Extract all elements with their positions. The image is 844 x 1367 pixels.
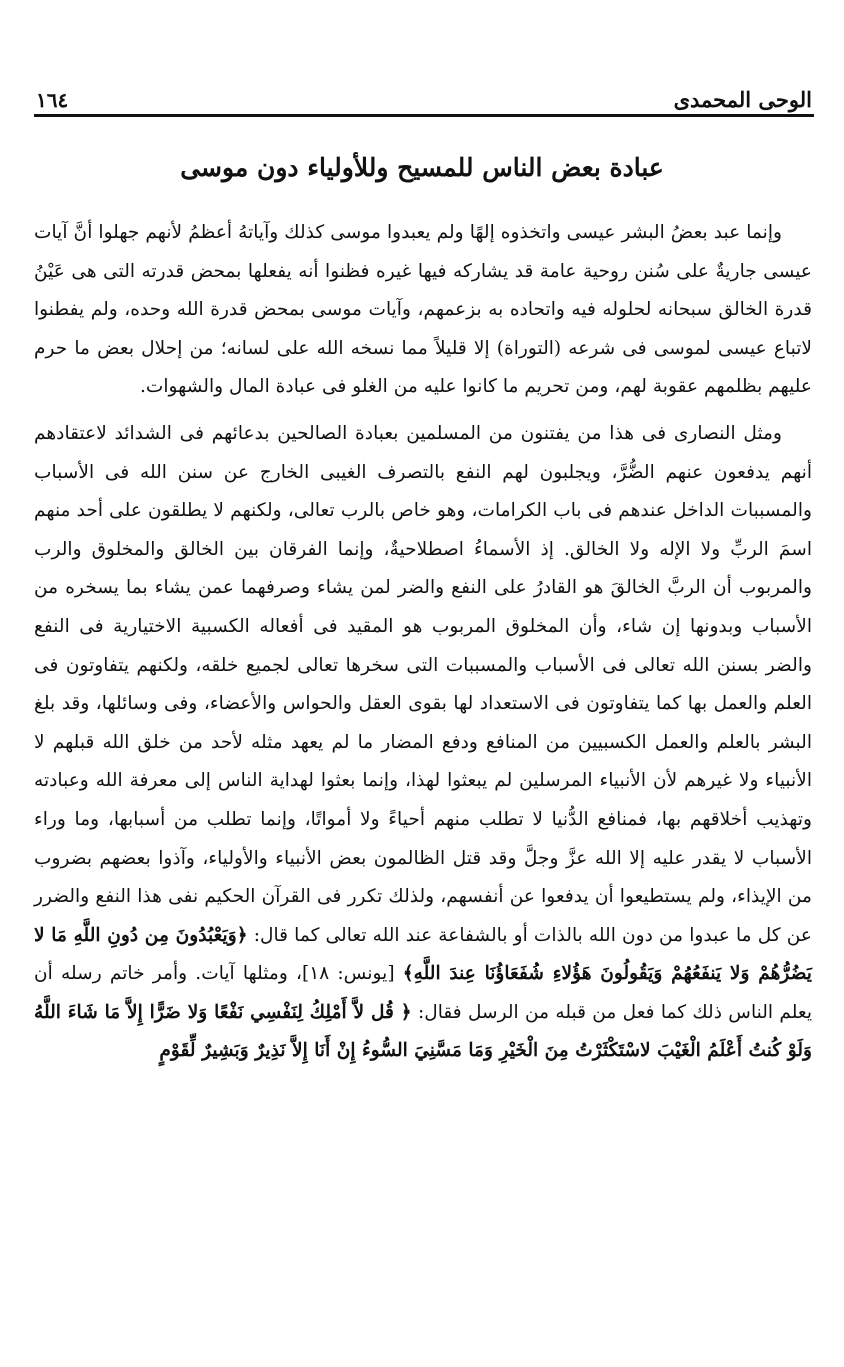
paragraph-2-text: ومثل النصارى فى هذا من يفتنون من المسلمين بعبادة الصالحين بدعائهم فى الشدائد لاعتقادهم أنهم يدفعون عنهم الضُّرَّ، ويجلبون لهم النفع بالتصرف الغيبى الخارج عن سنن الله فى الأسباب والمسببات الداخل عندهم فى باب الكرامات، وهو خاص بالرب تعالى، ولكنهم لا يطلقون على أحد منهم اسمَ الربِّ ولا الإله ولا الخالق. إذ الأسماءُ اصطلاحيةٌ، وإنما الفرقان بين الخالق والمخلوق والرب والمربوب أن الربَّ الخالقَ هو القادرُ على النفع والضر لمن يشاء وصرفهما عمن يشاء بما يسخره من الأسباب وبدونها إن شاء، وأن المخلوق المربوب هو المقيد فى أفعاله الكسبية الاختيارية فى النفع والضر بسنن الله تعالى فى الأسباب والمسببات التى سخرها تعالى لجميع خلقه، ولكنهم يتفاوتون فى العلم والعمل بها كما يتفاوتون فى الاستعداد لها بقوى العقل والحواس والأعضاء، وفى وسائلها، وقد بلغ البشر بالعلم والعمل الكسبيين من المنافع ودفع المضار ما لم يعهد مثله لأحد من خلق الله قبلهم لا الأنبياء ولا غيرهم لأن الأنبياء المرسلين لم يبعثوا لهذا، وإنما بعثوا لهداية الناس إلى معرفة الله وعبادته وتهذيب أخلاقهم بها، فمنافع الدُّنيا لا تطلب منهم أحياءً ولا أمواتًا، وإنما تطلب من أسبابها، وما وراء الأسباب لا يقدر عليه إلا الله عزَّ وجلَّ وقد قتل الظالمون بعض الأنبياء والأولياء، وآذوا بعضهم بضروب من الإيذاء، ولم يستطيعوا أن يدفعوا عن أنفسهم، ولذلك تكرر فى القرآن الحكيم نفى هذا النفع والضرر عن كل ما عبدوا من دون الله بالذات أو بالشفاعة عند الله تعالى كما قال:: [34, 422, 812, 946]
page-header: [36, 72, 812, 112]
paragraph-1: وإنما عبد بعضُ البشر عيسى واتخذوه إلهًا ولم يعبدوا موسى كذلك وآياتهُ أعظمُ لأنهم جهلوا أنَّ آيات عيسى جاريةٌ على سُنن روحية عامة قد يشاركه فيها غيره فظنوا أنه يفعلها بمحض قدرته التى هى عَيْنُ قدرة الخالق سبحانه لحلوله فيه واتحاده به بزعمهم، وآيات موسى بمحض قدرة الله وحده، ولم يفطنوا لاتباع عيسى لموسى فى شرعه (التوراة) إلا قليلاً مما نسخه الله على لسانه؛ من إحلال بعض ما حرم عليهم بظلمهم عقوبة لهم، ومن تحريم ما كانوا عليه من الغلو فى عبادة المال والشهوات.: [34, 222, 812, 398]
body-text: [34, 214, 812, 1071]
quote-citation: [يونس: ١٨]، ومثلها آيات. وأمر خاتم رسله أن يعلم الناس ذلك كما فعل من قبله من الرسل فقال:: [34, 963, 812, 1023]
running-title: الوحى المحمدى: [673, 87, 812, 112]
quran-quote-1: ﴿وَيَعْبُدُونَ مِن دُونِ اللَّهِ مَا لا يَضُرُّهُمْ وَلا يَنفَعُهُمْ وَيَقُولُونَ هَؤُلاءِ شُفَعَاؤُنَا عِندَ اللَّهِ﴾: [34, 924, 812, 985]
paragraph-2: [34, 415, 812, 1071]
section-title: عبادة بعض الناس للمسيح وللأولياء دون موسى: [180, 153, 664, 182]
quran-quote-2: ﴿ قُل لاَّ أَمْلِكُ لِنَفْسِي نَفْعًا وَلا ضَرًّا إِلاَّ مَا شَاءَ اللَّهُ وَلَوْ كُنتُ أَعْلَمُ الْغَيْبَ لاسْتَكْثَرْتُ مِنَ الْخَيْرِ وَمَا مَسَّنِيَ السُّوءُ إِنْ أَنَا إِلاَّ نَذِيرٌ وَبَشِيرٌ لِّقَوْمٍ: [34, 1001, 812, 1062]
header-rule: [34, 114, 814, 117]
page-number: ١٦٤: [36, 88, 69, 112]
